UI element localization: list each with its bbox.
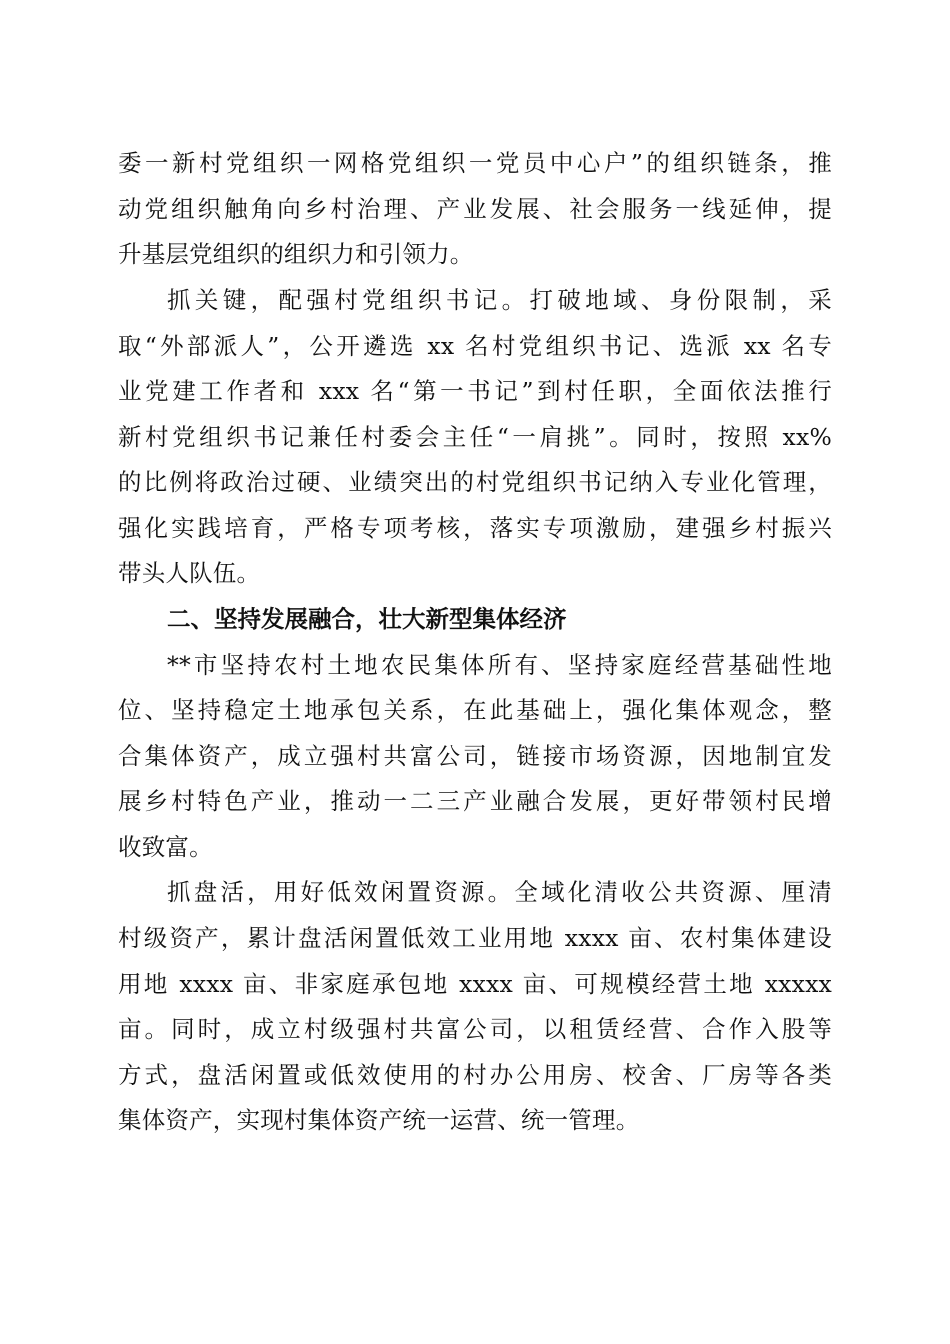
paragraph-line: 强化实践培育，严格专项考核，落实专项激励，建强乡村振兴 (118, 514, 832, 542)
paragraph-line: 用地 xxxx 亩、非家庭承包地 xxxx 亩、可规模经营土地 xxxxx (118, 970, 832, 998)
paragraph-line: 的比例将政治过硬、业绩突出的村党组织书记纳入专业化管理， (118, 468, 832, 496)
paragraph-line: 收致富。 (118, 833, 213, 861)
paragraph-line: **市坚持农村土地农民集体所有、坚持家庭经营基础性地 (167, 651, 832, 679)
paragraph-line: 亩。同时，成立村级强村共富公司，以租赁经营、合作入股等 (118, 1015, 832, 1043)
paragraph-line: 业党建工作者和 xxx 名“第一书记”到村任职，全面依法推行 (118, 377, 832, 405)
paragraph-line: 抓盘活，用好低效闲置资源。全域化清收公共资源、厘清 (167, 878, 832, 906)
paragraph-line: 新村党组织书记兼任村委会主任“一肩挑”。同时，按照 xx% (118, 423, 832, 451)
paragraph-line: 带头人队伍。 (118, 559, 261, 587)
paragraph-line: 取“外部派人”，公开遴选 xx 名村党组织书记、选派 xx 名专 (118, 332, 832, 360)
paragraph-line: 委一新村党组织一网格党组织一党员中心户”的组织链条，推 (118, 149, 832, 177)
paragraph-line: 村级资产，累计盘活闲置低效工业用地 xxxx 亩、农村集体建设 (118, 924, 832, 952)
paragraph-line: 合集体资产，成立强村共富公司，链接市场资源，因地制宜发 (118, 742, 832, 770)
paragraph-line: 抓关键，配强村党组织书记。打破地域、身份限制，采 (167, 286, 832, 314)
paragraph-line: 集体资产，实现村集体资产统一运营、统一管理。 (118, 1106, 640, 1134)
section-heading: 二、坚持发展融合，壮大新型集体经济 (167, 605, 567, 633)
paragraph-line: 动党组织触角向乡村治理、产业发展、社会服务一线延伸，提 (118, 195, 832, 223)
paragraph-line: 方式，盘活闲置或低效使用的村办公用房、校舍、厂房等各类 (118, 1061, 832, 1089)
paragraph-line: 位、坚持稳定土地承包关系，在此基础上，强化集体观念，整 (118, 696, 832, 724)
paragraph-line: 展乡村特色产业，推动一二三产业融合发展，更好带领村民增 (118, 787, 832, 815)
paragraph-line: 升基层党组织的组织力和引领力。 (118, 240, 474, 268)
